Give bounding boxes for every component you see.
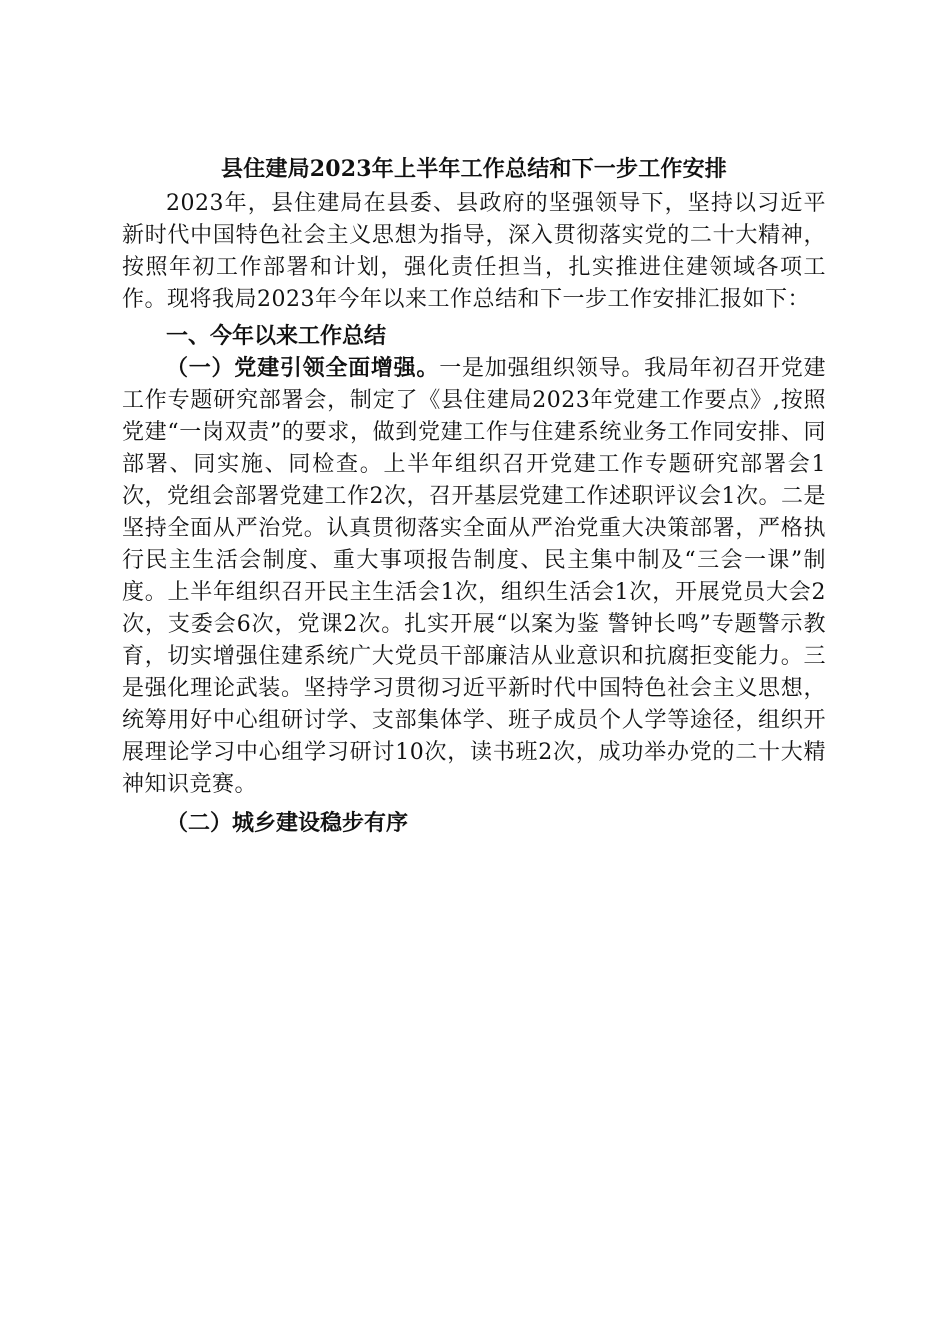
document-body (122, 150, 826, 839)
party-building-body: 一是加强组织领导。我局年初召开党建工作专题研究部署会，制定了《县住建局2023年党建工作要点》,按照党建“一岗双责”的要求，做到党建工作与住建系统业务工作同安排、同部署、同实施、同检查。上半年组织召开党建工作专题研究部署会1次，党组会部署党建工作2次，召开基层党建工作述职评议会1次。二是坚持全面从严治党。认真贯彻落实全面从严治党重大决策部署，严格执行民主生活会制度、重大事项报告制度、民主集中制及“三会一课”制度。上半年组织召开民主生活会1次，组织生活会1次，开展党员大会2次，支委会6次，党课2次。扎实开展“以案为鉴 警钟长鸣”专题警示教育，切实增强住建系统广大党员干部廉洁从业意识和抗腐拒变能力。三是强化理论武装。坚持学习贯彻习近平新时代中国特色社会主义思想，统筹用好中心组研讨学、支部集体学、班子成员个人学等途径，组织开展理论学习中心组学习研讨10次，读书班2次，成功举办党的二十大精神知识竞赛。 (122, 356, 826, 797)
party-building-paragraph (122, 352, 826, 801)
intro-paragraph: 2023年，县住建局在县委、县政府的坚强领导下，坚持以习近平新时代中国特色社会主义思想为指导，深入贯彻落实党的二十大精神，按照年初工作部署和计划，强化责任担当，扎实推进住建领域各项工作。现将我局2023年今年以来工作总结和下一步工作安排汇报如下： (122, 191, 826, 312)
subsection-heading-urban-rural: （二）城乡建设稳步有序 (166, 810, 409, 836)
section-heading-summary: 一、今年以来工作总结 (166, 323, 387, 349)
document-title: 县住建局2023年上半年工作总结和下一步工作安排 (220, 156, 728, 182)
subsection-heading-party-building: （一）党建引领全面增强。 (166, 355, 440, 381)
